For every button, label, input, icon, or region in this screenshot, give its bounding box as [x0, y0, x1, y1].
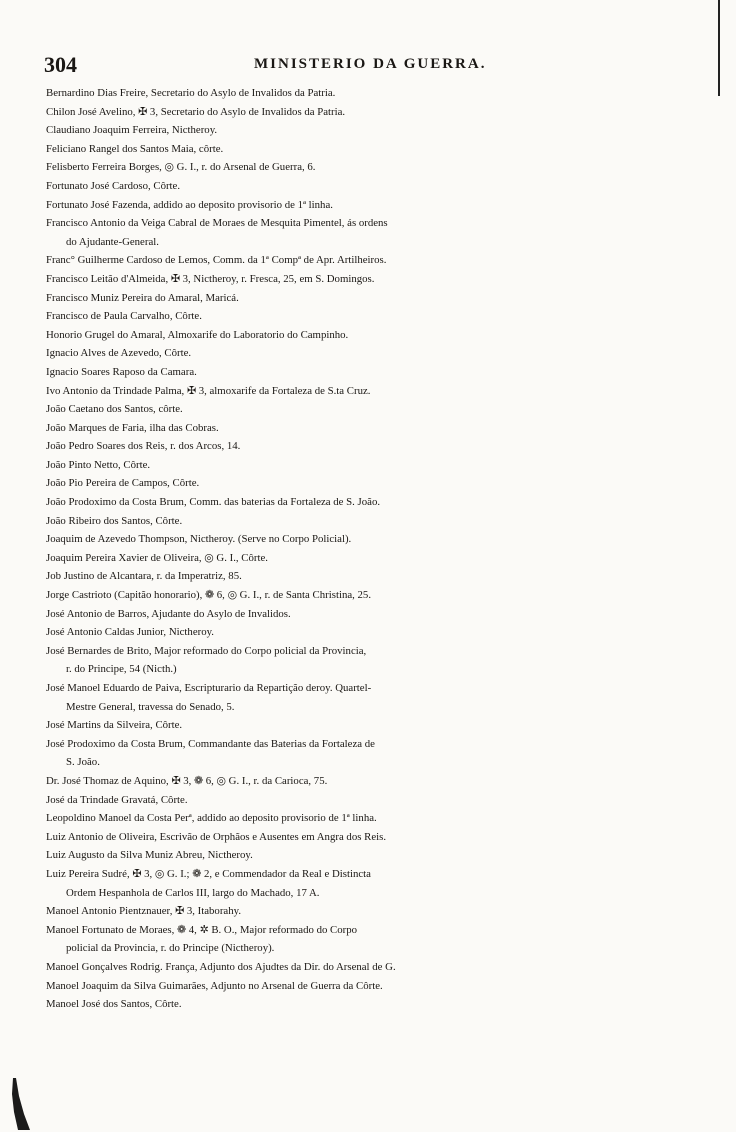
entry-line: Luiz Antonio de Oliveira, Escrivão de Orphãos e Ausentes em Angra dos Reis.: [46, 830, 387, 843]
entry-line: José Antonio Caldas Junior, Nictheroy.: [46, 626, 214, 639]
list-item: [46, 865, 686, 902]
list-item: [46, 977, 686, 996]
entry-line: Dr. José Thomaz de Aquino, ✠ 3, ❁ 6, ◎ G. I., r. da Carioca, 75.: [46, 774, 328, 787]
list-item: [46, 921, 686, 958]
list-item: [46, 642, 686, 679]
entry-line: José Manoel Eduardo de Paiva, Escripturario da Repartição deroy. Quartel-: [46, 682, 372, 694]
list-item: [46, 400, 686, 419]
list-item: [46, 121, 686, 140]
list-item: [46, 586, 686, 605]
entry-line: Manoel Fortunato de Moraes, ❁ 4, ✲ B. O., Major reformado do Corpo: [46, 923, 358, 936]
list-item: [46, 549, 686, 568]
entry-line: João Caetano dos Santos, côrte.: [46, 403, 183, 416]
entry-line: José da Trindade Gravatá, Côrte.: [46, 793, 188, 806]
entry-line: Ignacio Soares Raposo da Camara.: [46, 365, 197, 378]
entry-line: José Bernardes de Brito, Major reformado do Corpo policial da Provincia,: [46, 644, 367, 657]
entry-line: Manoel Joaquim da Silva Guimarães, Adjunto no Arsenal de Guerra da Côrte.: [46, 979, 383, 992]
entry-line: Ivo Antonio da Trindade Palma, ✠ 3, almoxarife da Fortaleza de S.ta Cruz.: [46, 384, 371, 397]
entry-continuation: policial da Provincia, r. do Principe (Nictheroy).: [66, 942, 275, 955]
list-item: [46, 493, 686, 512]
list-item: [46, 474, 686, 493]
list-item: [46, 140, 686, 159]
entry-line: Ignacio Alves de Azevedo, Côrte.: [46, 347, 192, 360]
entry-line: José Antonio de Barros, Ajudante do Asylo de Invalidos.: [46, 607, 291, 620]
entry-continuation: S. João.: [66, 756, 100, 769]
entry-line: Claudiano Joaquim Ferreira, Nictheroy.: [46, 124, 218, 137]
list-item: [46, 382, 686, 401]
entry-line: Manoel José dos Santos, Côrte.: [46, 998, 182, 1011]
list-item: [46, 512, 686, 531]
entry-line: Honorio Grugel do Amaral, Almoxarife do Laboratorio do Campinho.: [46, 328, 349, 341]
entry-continuation: r. do Principe, 54 (Nicth.): [66, 663, 177, 676]
list-item: [46, 623, 686, 642]
entry-line: Fortunato José Cardoso, Côrte.: [46, 179, 181, 192]
list-item: [46, 605, 686, 624]
list-item: [46, 196, 686, 215]
entry-line: Joaquim de Azevedo Thompson, Nictheroy. (Serve no Corpo Policial).: [46, 533, 352, 546]
list-item: [46, 456, 686, 475]
entry-line: João Marques de Faria, ilha das Cobras.: [46, 421, 219, 434]
list-item: [46, 177, 686, 196]
entry-line: Fortunato José Fazenda, addido ao deposito provisorio de 1ª linha.: [46, 198, 333, 211]
list-item: [46, 251, 686, 270]
entry-continuation: Ordem Hespanhola de Carlos III, largo do Machado, 17 A.: [66, 886, 320, 899]
list-item: [46, 344, 686, 363]
list-item: [46, 419, 686, 438]
list-item: [46, 530, 686, 549]
entry-line: Feliciano Rangel dos Santos Maia, côrte.: [46, 142, 224, 155]
entry-line: João Prodoximo da Costa Brum, Comm. das baterias da Fortaleza de S. João.: [46, 496, 381, 509]
entry-line: João Pinto Netto, Côrte.: [46, 458, 151, 471]
list-item: [46, 902, 686, 921]
list-item: [46, 828, 686, 847]
list-item: [46, 958, 686, 977]
entry-line: Manoel Gonçalves Rodrig. França, Adjunto dos Ajudtes da Dir. do Arsenal de G.: [46, 960, 396, 973]
entry-line: Manoel Antonio Pientznauer, ✠ 3, Itaborahy.: [46, 905, 242, 918]
list-item: [46, 307, 686, 326]
entry-line: Job Justino de Alcantara, r. da Imperatriz, 85.: [46, 570, 242, 583]
list-item: [46, 437, 686, 456]
list-item: [46, 679, 686, 716]
entry-line: Francisco Muniz Pereira do Amaral, Maricá.: [46, 291, 239, 304]
entry-line: Francisco Antonio da Veiga Cabral de Moraes de Mesquita Pimentel, ás ordens: [46, 217, 388, 230]
entry-line: Francisco de Paula Carvalho, Côrte.: [46, 310, 202, 323]
entry-line: Leopoldino Manoel da Costa Perª, addido ao deposito provisorio de 1ª linha.: [46, 812, 377, 825]
entry-line: Francisco Leitão d'Almeida, ✠ 3, Nictheroy, r. Fresca, 25, em S. Domingos.: [46, 272, 375, 285]
entry-line: João Pedro Soares dos Reis, r. dos Arcos, 14.: [46, 440, 241, 453]
entry-line: José Martins da Silveira, Côrte.: [46, 719, 183, 732]
entry-line: Luiz Augusto da Silva Muniz Abreu, Nictheroy.: [46, 849, 253, 862]
entry-list: [46, 84, 686, 1014]
list-item: [46, 846, 686, 865]
list-item: [46, 289, 686, 308]
list-item: [46, 809, 686, 828]
entry-line: João Pio Pereira de Campos, Côrte.: [46, 477, 200, 490]
entry-line: Franc° Guilherme Cardoso de Lemos, Comm. da 1ª Compª de Apr. Artilheiros.: [46, 254, 387, 267]
list-item: [46, 270, 686, 289]
entry-line: Felisberto Ferreira Borges, ◎ G. I., r. do Arsenal de Guerra, 6.: [46, 161, 316, 174]
binding-mark: [10, 1076, 32, 1132]
entry-line: João Ribeiro dos Santos, Côrte.: [46, 514, 183, 527]
list-item: [46, 995, 686, 1014]
entry-line: Jorge Castrioto (Capitão honorario), ❁ 6, ◎ G. I., r. de Santa Christina, 25.: [46, 589, 372, 602]
list-item: [46, 214, 686, 251]
list-item: [46, 363, 686, 382]
entry-line: José Prodoximo da Costa Brum, Commandante das Baterias da Fortaleza de: [46, 737, 375, 750]
list-item: [46, 158, 686, 177]
list-item: [46, 791, 686, 810]
page-number: 304: [44, 52, 77, 77]
entry-line: Luiz Pereira Sudré, ✠ 3, ◎ G. I.; ❁ 2, e Commendador da Real e Distincta: [46, 867, 371, 880]
list-item: [46, 735, 686, 772]
page-header: [44, 52, 604, 80]
entry-continuation: Mestre General, travessa do Senado, 5.: [66, 700, 235, 713]
list-item: [46, 84, 686, 103]
margin-rule: [718, 0, 720, 96]
list-item: [46, 716, 686, 735]
entry-line: Chilon José Avelino, ✠ 3, Secretario do Asylo de Invalidos da Patria.: [46, 105, 346, 118]
running-title: MINISTERIO DA GUERRA.: [254, 56, 487, 72]
list-item: [46, 567, 686, 586]
entry-continuation: do Ajudante-General.: [66, 235, 159, 248]
entry-line: Joaquim Pereira Xavier de Oliveira, ◎ G. I., Côrte.: [46, 551, 268, 564]
list-item: [46, 326, 686, 345]
list-item: [46, 103, 686, 122]
list-item: [46, 772, 686, 791]
entry-line: Bernardino Dias Freire, Secretario do Asylo de Invalidos da Patria.: [46, 87, 336, 99]
